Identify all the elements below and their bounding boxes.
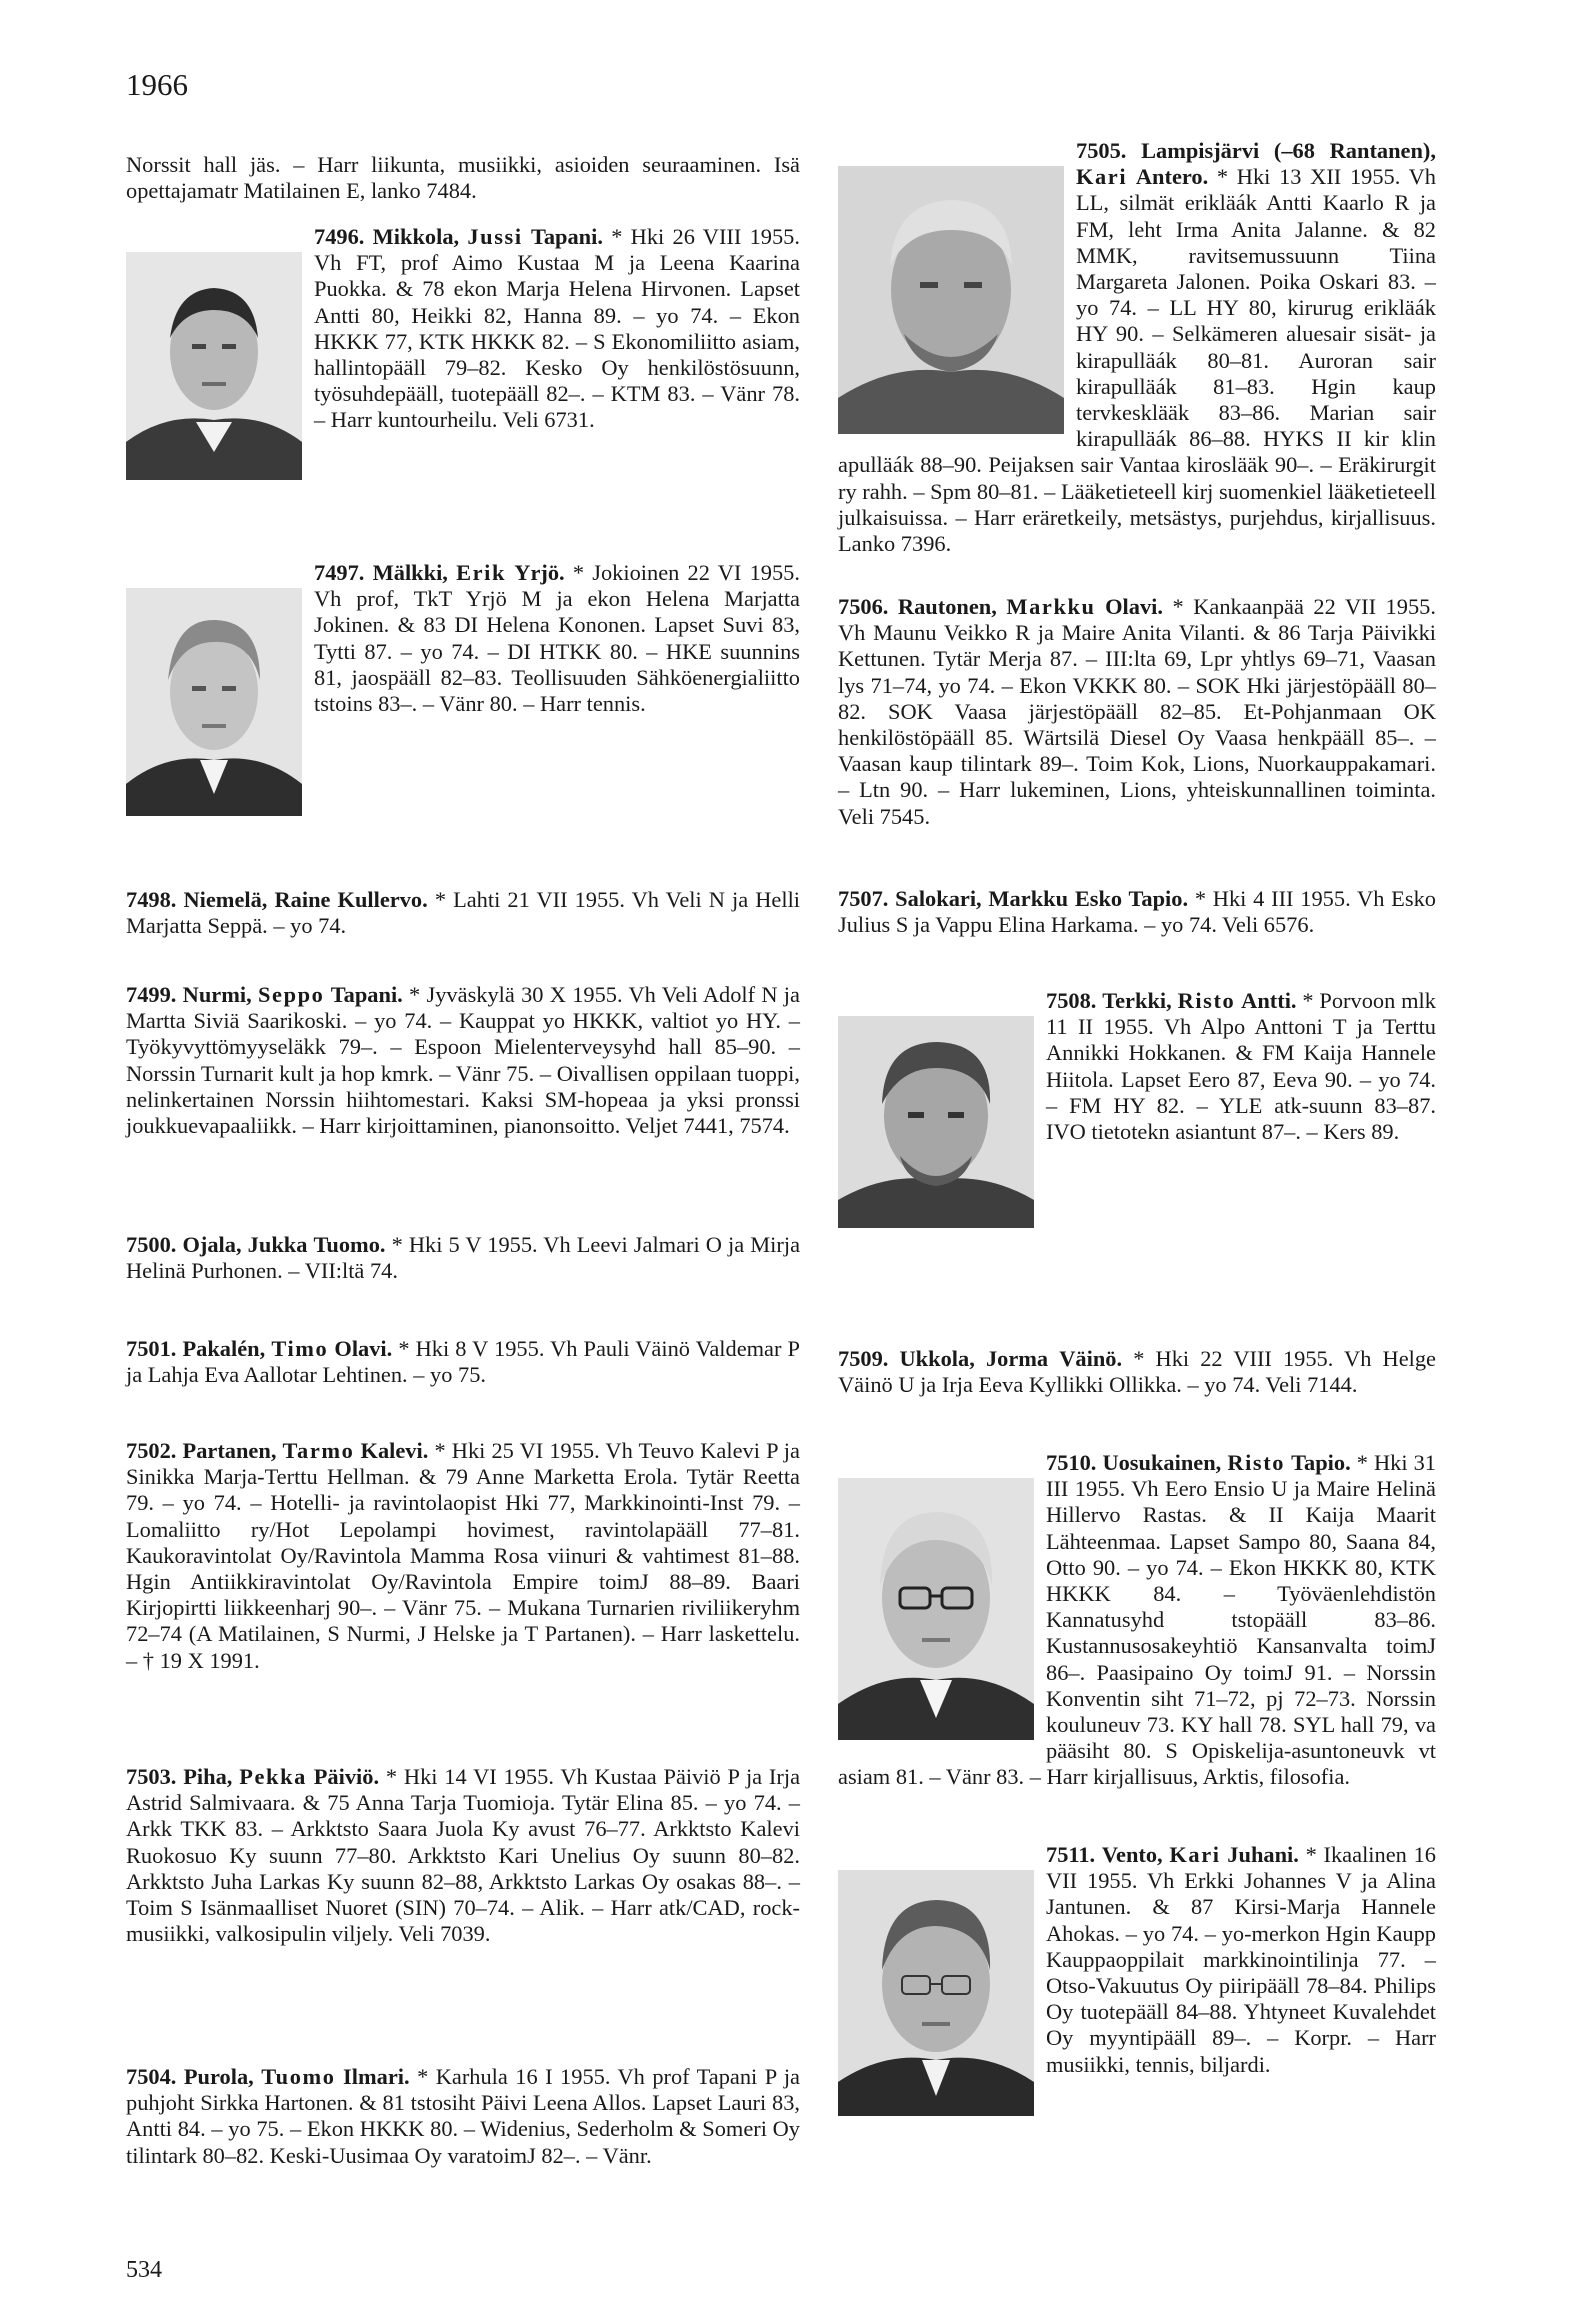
entry-text: * Hki 31 III 1955. Vh Eero Ensio U ja Maire Helinä Hillervo Rastas. & II Kaija Maarit Lähteenmaa. Lapset Sampo 80, Saana 84, Otto 90. – yo 74. – Ekon HKKK 80, KTK HKKK 84. – Työväenlehdistön Kannatusyhd tstopääll 83–86. Kustannusosakeyhtiö Kansanvalta toimJ 86–. Paasipaino Oy toimJ 91. – Norssin Konventin siht 71–72, pj 72–73. Norssin kouluneuv 73. KY hall 78. SYL hall 79, va pääsiht 80. S Opiskelija-asuntoneuvk vt asiam 81. – Vänr 83. – Harr kirjallisuus, Arktis, filosofia. xyxy=(838,1450,1436,1790)
entry-surname: Uosukainen, xyxy=(1102,1450,1222,1475)
biography-entry xyxy=(838,988,1436,1232)
entry-number: 7508. xyxy=(1046,988,1097,1013)
entry-number: 7503. xyxy=(126,1764,177,1789)
entry-text: * Hki 13 XII 1955. Vh LL, silmät erikläák Antti Kaarlo R ja FM, leht Irma Anita Jalanne. & 82 MMK, ravitsemussuunn Tiina Margareta Jalonen. Poika Oskari 83. – yo 74. – LL HY 80, kirurug erikläák HY 90. – Selkämeren aluesair sisät- ja kirapulläák 80–81. Auroran sair kirapulläák 81–83. Hgin kaup tervkesklääk 83–86. Marian sair kirapulläák 86–88. HYKS II kir klin apulläák 88–90. Peijaksen sair Vantaa kiroslääk 90–. – Eräkirurgit ry rahh. – Spm 80–81. – Lääketieteell kirj suomenkiel lääketieteell julkaisuissa. – Harr eräretkeily, metsästys, purjehdus, kirjallisuus. Lanko 7396. xyxy=(838,164,1436,557)
entry-text: * Lahti 21 VII 1955. Vh Veli N ja Helli Marjatta Seppä. – yo 74. xyxy=(126,887,801,939)
entry-surname: Piha, xyxy=(183,1764,233,1789)
entry-number: 7504. xyxy=(126,2064,177,2089)
portrait-photo xyxy=(838,1478,1034,1740)
entry-surname: Ojala, xyxy=(182,1232,242,1257)
entry-other-names: Tuomo. xyxy=(313,1232,386,1257)
entry-surname: Partanen, xyxy=(182,1438,277,1463)
entry-number: 7496. xyxy=(314,224,365,249)
biography-entry xyxy=(126,1764,800,1947)
entry-first-name: Raine xyxy=(274,887,331,912)
entry-surname: Niemelä, xyxy=(183,887,268,912)
biography-entry xyxy=(126,560,800,820)
entry-other-names: Päiviö. xyxy=(313,1764,380,1789)
entry-first-name: Tarmo xyxy=(282,1438,355,1463)
entry-number: 7497. xyxy=(314,560,365,585)
page-header-year: 1966 xyxy=(126,67,188,102)
entry-first-name: Jorma xyxy=(985,1346,1049,1371)
entry-first-name: Tuomo xyxy=(261,2064,336,2089)
entry-text: * Porvoon mlk 11 II 1955. Vh Alpo Anttoni T ja Terttu Annikki Hokkanen. & FM Kaija Hannele Hiitola. Lapset Eero 87, Eeva 90. – yo 74. – FM HY 82. – YLE atk-suunn 83–87. IVO tietotekn asiantunt 87–. – Kers 89. xyxy=(1046,988,1436,1145)
entry-number: 7502. xyxy=(126,1438,177,1463)
entry-other-names: Esko Tapio. xyxy=(1074,886,1189,911)
entry-number: 7499. xyxy=(126,982,177,1007)
biography-entry xyxy=(126,1336,800,1388)
intro-paragraph: Norssit hall jäs. – Harr liikunta, musiikki, asioiden seuraaminen. Isä opettajamatr Matilainen E, lanko 7484. xyxy=(126,152,800,204)
biography-entry xyxy=(126,224,800,484)
entry-number: 7509. xyxy=(838,1346,889,1371)
entry-other-names: Antero. xyxy=(1135,164,1209,190)
entry-first-name: Jukka xyxy=(247,1232,308,1257)
entry-text: * Kankaanpää 22 VII 1955. Vh Maunu Veikko R ja Maire Anita Vilanti. & 86 Tarja Päivikki Kettunen. Tytär Merja 87. – III:lta 69, Lpr yhtlys 69–71, Vaasan lys 71–74, yo 74. – Ekon VKKK 80. – SOK Hki järjestöpääll 80–82. SOK Vaasa järjestöpääll 82–85. Et-Pohjanmaan OK henkilöstöpääll 85. Wärtsilä Diesel Oy Vaasa henkpääll 85–. – Vaasan kaup tilintark 89–. Toim Kok, Lions, Nuorkauppakamari. – Ltn 90. – Harr lukeminen, Lions, yhteiskunnallinen toiminta. Veli 7545. xyxy=(838,594,1436,829)
entry-text: * Ikaalinen 16 VII 1955. Vh Erkki Johannes V ja Alina Jantunen. & 87 Kirsi-Marja Hannele Ahokas. – yo 74. – yo-merkon Hgin Kaupp Kauppaoppilait markkinointilinja 77. – Otso-Vakuutus Oy piiripääll 78–84. Philips Oy tuotepääll 84–88. Yhtyneet Kuvalehdet Oy myyntipääll 89–. – Korpr. – Harr musiikki, tennis, biljardi. xyxy=(1046,1842,1436,2077)
biography-entry xyxy=(126,2064,800,2169)
biography-entry xyxy=(838,1450,1436,1791)
entry-text: * Hki 14 VI 1955. Vh Kustaa Päiviö P ja Irja Astrid Salmivaara. & 75 Anna Tarja Tuomioja. Tytär Elina 85. – yo 74. – Arkk TKK 83. – Arkktsto Saara Juola Ky avust 76–77. Arkktsto Kalevi Ruokosuo Ky suunn 77–80. Arkktsto Kari Unelius Oy suunn 80–82. Arkktsto Juha Larkas Ky suunn 82–88, Arkktsto Larkas Oy osakas 88–. – Toim S Isänmaalliset Nuoret (SIN) 70–74. – Alik. – Harr atk/CAD, rock-musiikki, valkosipulin viljely. Veli 7039. xyxy=(126,1764,801,1947)
entry-other-names: Olavi. xyxy=(334,1336,393,1361)
entry-other-names: Tapani. xyxy=(530,224,603,249)
biography-entry xyxy=(838,594,1436,830)
portrait-photo xyxy=(126,252,302,480)
entry-surname: Ukkola, xyxy=(899,1346,975,1371)
entry-other-names: Juhani. xyxy=(1227,1842,1299,1867)
entry-surname: Lampisjärvi (–68 Rantanen), xyxy=(1141,138,1436,163)
biography-entry xyxy=(126,1232,800,1284)
entry-text: * Hki 5 V 1955. Vh Leevi Jalmari O ja Mirja Helinä Purhonen. – VII:ltä 74. xyxy=(126,1232,801,1284)
entry-number: 7511. xyxy=(1046,1842,1096,1867)
entry-number: 7498. xyxy=(126,887,177,912)
entry-text: * Hki 4 III 1955. Vh Esko Julius S ja Vappu Elina Harkama. – yo 74. Veli 6576. xyxy=(838,886,1436,938)
entry-surname: Purola, xyxy=(183,2064,254,2089)
biography-entry xyxy=(838,1842,1436,2120)
entry-text: * Jyväskylä 30 X 1955. Vh Veli Adolf N ja Martta Siviä Saarikoski. – yo 74. – Kauppat yo HKKK, valtiot yo HY. – Työkyvyttömyyseläkk 79–. – Espoon Mielenterveysyhd hall 85–90. – Norssin Turnarit kult ja hop kmrk. – Vänr 75. – Oivallisen oppilaan tuoppi, nelinkertainen Norssin hiihtomestari. Kaksi SM-hopeaa ja yksi pronssi joukkuevapaaliikk. – Harr kirjoittaminen, pianonsoitto. Veljet 7441, 7574. xyxy=(126,982,800,1139)
entry-surname: Pakalén, xyxy=(182,1336,266,1361)
left-column xyxy=(126,152,800,2242)
entry-first-name: Pekka xyxy=(239,1764,307,1789)
entry-surname: Terkki, xyxy=(1102,988,1172,1013)
entry-text: * Hki 22 VIII 1955. Vh Helge Väinö U ja Irja Eeva Kyllikki Ollikka. – yo 74. Veli 7144. xyxy=(838,1346,1436,1398)
entry-number: 7506. xyxy=(838,594,889,619)
entry-text: * Hki 26 VIII 1955. Vh FT, prof Aimo Kustaa M ja Leena Kaarina Puokka. & 78 ekon Marja Helena Hirvonen. Lapset Antti 80, Heikki 82, Hanna 89. – yo 74. – Ekon HKKK 77, KTK HKKK 82. – S Ekonomiliitto asiam, hallintopääll 79–82. Kesko Oy henkilöstösuunn, työsuhdepääll, tuotepääll 82–. – KTM 83. – Vänr 78. – Harr kuntourheilu. Veli 6731. xyxy=(314,224,800,433)
entry-other-names: Kullervo. xyxy=(337,887,428,912)
entry-surname: Rautonen, xyxy=(897,594,997,619)
biography-entry xyxy=(126,887,800,939)
entry-other-names: Yrjö. xyxy=(514,560,565,585)
biography-entry xyxy=(838,138,1436,557)
page-number: 534 xyxy=(126,2257,162,2283)
entry-first-name: Markku xyxy=(1006,594,1096,619)
entry-other-names: Olavi. xyxy=(1105,594,1163,619)
entry-number: 7505. xyxy=(1076,138,1127,163)
portrait-photo xyxy=(838,166,1064,434)
entry-first-name: Timo xyxy=(271,1336,329,1361)
entry-first-name: Risto xyxy=(1227,1450,1286,1475)
entry-number: 7501. xyxy=(126,1336,177,1361)
entry-first-name: Jussi xyxy=(467,224,523,249)
entry-other-names: Tapani. xyxy=(330,982,403,1007)
entry-first-name: Risto xyxy=(1177,988,1236,1013)
entry-first-name: Erik xyxy=(456,560,507,585)
entry-first-name: Kari xyxy=(1076,164,1128,190)
entry-number: 7500. xyxy=(126,1232,177,1257)
entry-surname: Mikkola, xyxy=(372,224,460,249)
entry-surname: Mälkki, xyxy=(372,560,448,585)
biography-entry xyxy=(838,886,1436,938)
entry-text: * Hki 25 VI 1955. Vh Teuvo Kalevi P ja Sinikka Marja-Terttu Hellman. & 79 Anne Marketta Erola. Tytär Reetta 79. – yo 74. – Hotelli- ja ravintolaopist Hki 77, Markkinointi-Inst 79. – Lomaliitto ry/Hot Lepolampi hovimest, ravintolapääll 77–81. Kaukoravintolat Oy/Ravintola Mamma Rosa viinuri & vahtimest 81–88. Hgin Antiikkiravintolat Oy/Ravintola Empire toimJ 88–89. Baari Kirjopirtti liikkeenharj 90–. – Vänr 75. – Mukana Turnarien riviliikeryhm 72–74 (A Matilainen, S Nurmi, J Helske ja T Partanen). – Harr laskettelu. – † 19 X 1991. xyxy=(126,1438,800,1673)
entry-first-name: Seppo xyxy=(257,982,325,1007)
entry-number: 7510. xyxy=(1046,1450,1097,1475)
entry-other-names: Ilmari. xyxy=(343,2064,410,2089)
entry-first-name: Markku xyxy=(988,886,1069,911)
right-column xyxy=(838,138,1436,2238)
biography-entry xyxy=(126,982,800,1139)
biography-entry xyxy=(126,1438,800,1674)
entry-other-names: Tapio. xyxy=(1291,1450,1351,1475)
entry-surname: Salokari, xyxy=(895,886,982,911)
entry-surname: Vento, xyxy=(1101,1842,1163,1867)
entry-text: * Karhula 16 I 1955. Vh prof Tapani P ja puhjoht Sirkka Hartonen. & 81 tstosiht Päivi Leena Allos. Lapset Lauri 83, Antti 84. – yo 75. – Ekon HKKK 80. – Widenius, Sederholm & Someri Oy tilintark 80–82. Keski-Uusimaa Oy varatoimJ 82–. – Vänr. xyxy=(126,2064,800,2168)
portrait-photo xyxy=(838,1870,1034,2116)
entry-text: * Hki 8 V 1955. Vh Pauli Väinö Valdemar P ja Lahja Eva Aallotar Lehtinen. – yo 75. xyxy=(126,1336,800,1388)
entry-other-names: Antti. xyxy=(1241,988,1297,1013)
entry-other-names: Väinö. xyxy=(1059,1346,1123,1371)
biography-entry xyxy=(838,1346,1436,1398)
entry-surname: Nurmi, xyxy=(182,982,252,1007)
entry-number: 7507. xyxy=(838,886,889,911)
entry-text: * Jokioinen 22 VI 1955. Vh prof, TkT Yrjö M ja ekon Helena Marjatta Jokinen. & 83 DI Helena Kononen. Lapset Suvi 83, Tytti 87. – yo 74. – DI HTKK 80. – HKE suunnins 81, jaospääll 82–83. Teollisuuden Sähköenergialiitto tstoins 83–. – Vänr 80. – Harr tennis. xyxy=(314,560,800,717)
portrait-photo xyxy=(126,588,302,816)
entry-other-names: Kalevi. xyxy=(360,1438,429,1463)
entry-first-name: Kari xyxy=(1169,1842,1221,1867)
portrait-photo xyxy=(838,1016,1034,1228)
